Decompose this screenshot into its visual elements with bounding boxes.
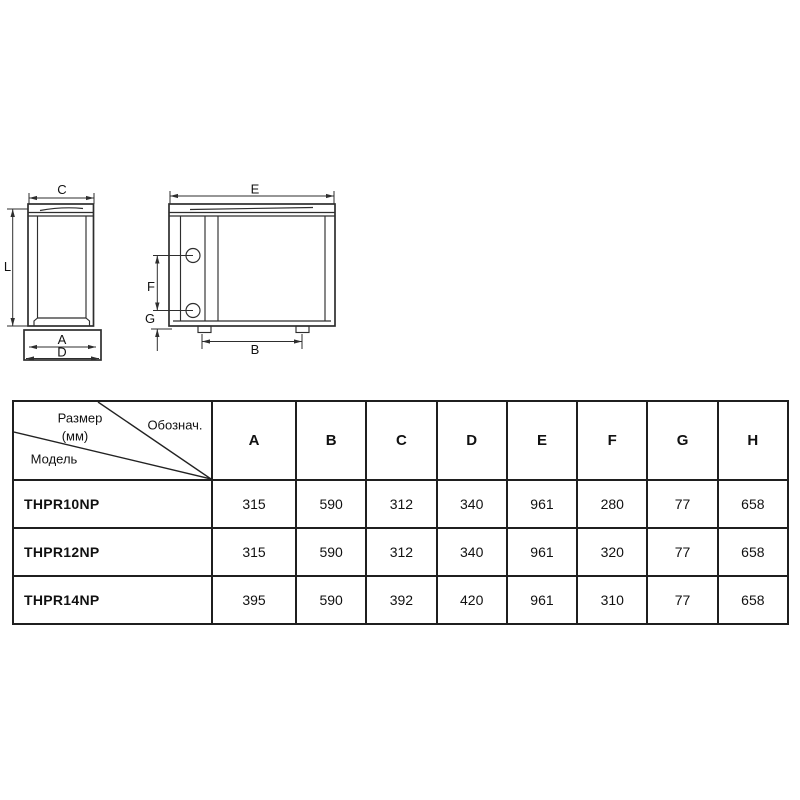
front-view-drawing: [145, 182, 335, 358]
value-cell: 310: [577, 576, 647, 624]
technical-drawing: [0, 175, 360, 375]
value-cell: 395: [212, 576, 296, 624]
side-view-drawing: [4, 182, 101, 361]
left-foot: [198, 326, 211, 333]
value-cell: 590: [296, 528, 366, 576]
value-cell: 77: [647, 528, 717, 576]
value-cell: 312: [366, 480, 436, 528]
col-header-h: H: [718, 401, 788, 480]
value-cell: 420: [437, 576, 507, 624]
value-cell: 77: [647, 576, 717, 624]
value-cell: 961: [507, 528, 577, 576]
corner-size-unit: (мм): [61, 428, 89, 444]
table-corner-cell: [13, 401, 212, 480]
corner-designation-label: Обознач.: [147, 417, 203, 433]
col-header-g: G: [647, 401, 717, 480]
value-cell: 590: [296, 576, 366, 624]
model-cell: THPR14NP: [13, 576, 212, 624]
table-header-row: [13, 401, 788, 480]
right-foot: [296, 326, 309, 333]
value-cell: 280: [577, 480, 647, 528]
table-row: [13, 528, 788, 576]
dim-label-g: G: [144, 311, 156, 326]
model-cell: THPR12NP: [13, 528, 212, 576]
col-header-e: E: [507, 401, 577, 480]
dim-label-d: D: [57, 344, 67, 360]
value-cell: 312: [366, 528, 436, 576]
value-cell: 961: [507, 576, 577, 624]
corner-model-label: Модель: [30, 451, 78, 467]
table-row: [13, 576, 788, 624]
col-header-f: F: [577, 401, 647, 480]
col-header-b: B: [296, 401, 366, 480]
dim-label-l: L: [3, 259, 12, 274]
dim-label-f: F: [147, 279, 155, 294]
col-header-c: C: [366, 401, 436, 480]
value-cell: 340: [437, 480, 507, 528]
value-cell: 658: [718, 528, 788, 576]
model-cell: THPR10NP: [13, 480, 212, 528]
value-cell: 315: [212, 480, 296, 528]
value-cell: 590: [296, 480, 366, 528]
value-cell: 315: [212, 528, 296, 576]
corner-size-label: Размер: [57, 410, 103, 426]
col-header-d: D: [437, 401, 507, 480]
value-cell: 658: [718, 480, 788, 528]
dimensions-table: [12, 400, 789, 625]
value-cell: 961: [507, 480, 577, 528]
col-header-a: A: [212, 401, 296, 480]
dim-label-a: A: [57, 332, 67, 347]
corner-diagonal-lines: [14, 402, 211, 479]
value-cell: 340: [437, 528, 507, 576]
dim-label-b: B: [250, 342, 260, 357]
value-cell: 658: [718, 576, 788, 624]
dim-label-c: C: [57, 182, 67, 197]
value-cell: 392: [366, 576, 436, 624]
value-cell: 320: [577, 528, 647, 576]
dim-label-e: E: [250, 181, 260, 197]
value-cell: 77: [647, 480, 717, 528]
table-row: [13, 480, 788, 528]
